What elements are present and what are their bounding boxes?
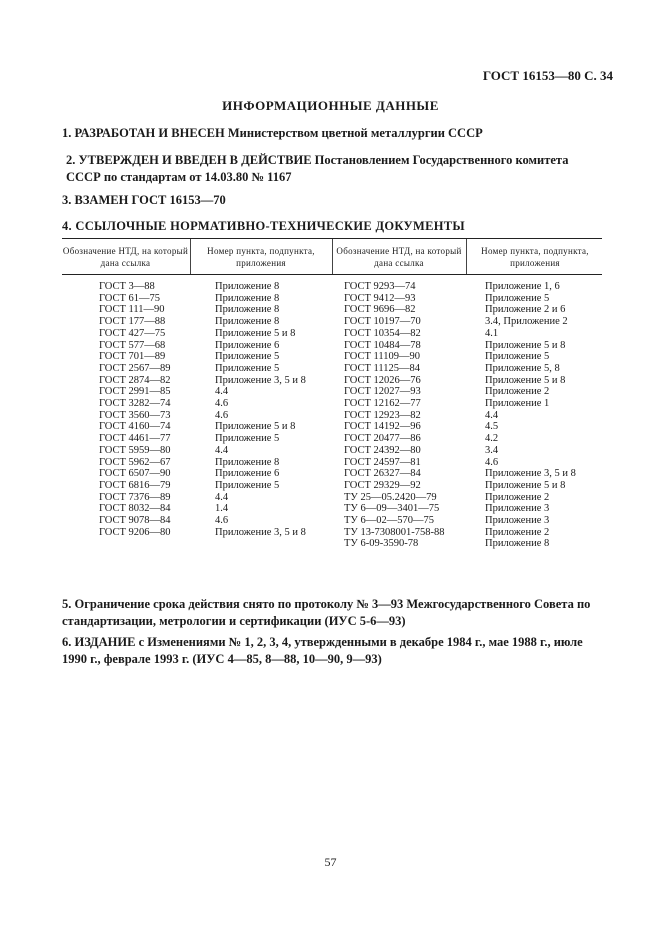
table-cell-ref: 4.6: [485, 456, 499, 468]
table-cell-ref: Приложение 3, 5 и 8: [485, 468, 576, 480]
table-cell-ref: Приложение 1: [485, 398, 550, 410]
table-cell-ref: Приложение 5 и 8: [485, 374, 566, 386]
table-cell-doc: ГОСТ 177—88: [99, 316, 166, 328]
table-cell-ref: Приложение 2 и 6: [485, 304, 566, 316]
table-cell-ref: Приложение 5 и 8: [485, 479, 566, 491]
table-cell-doc: ГОСТ 12923—82: [344, 409, 421, 421]
table-cell-ref: 4.6: [215, 515, 229, 527]
table-cell-ref: Приложение 8: [485, 538, 550, 550]
table-header: [62, 238, 602, 275]
document-title: ИНФОРМАЦИОННЫЕ ДАННЫЕ: [222, 98, 439, 113]
header-item-right: Номер пункта, подпункта, приложения: [481, 245, 589, 268]
table-cell-doc: ТУ 13-7308001-758-88: [344, 526, 445, 538]
right-refs-column: [485, 281, 576, 550]
table-cell-doc: ГОСТ 12162—77: [344, 398, 421, 410]
table-cell-ref: 4.1: [485, 327, 499, 339]
table-cell-doc: ГОСТ 6816—79: [99, 479, 171, 491]
table-cell-ref: 1.4: [215, 503, 229, 515]
table-cell-doc: ГОСТ 10484—78: [344, 339, 421, 351]
table-cell-ref: Приложение 2: [485, 386, 550, 398]
table-cell-doc: ГОСТ 4160—74: [99, 421, 171, 433]
section-4-reference-docs: 4. ССЫЛОЧНЫЕ НОРМАТИВНО-ТЕХНИЧЕСКИЕ ДОКУМЕНТЫ: [62, 219, 465, 233]
header-item-left: Номер пункта, подпункта, приложения: [207, 245, 315, 268]
table-cell-doc: ГОСТ 12026—76: [344, 374, 421, 386]
table-cell-doc: ГОСТ 3282—74: [99, 398, 171, 410]
section-6-edition: 6. ИЗДАНИЕ с Изменениями № 1, 2, 3, 4, утвержденными в декабре 1984 г., мае 1988 г., июле 1990 г., феврале 1993 г. (ИУС 4—85, 8—88, 10—90, 9—93): [62, 635, 583, 666]
table-cell-ref: Приложение 2: [485, 491, 550, 503]
table-cell-ref: 3.4, Приложение 2: [485, 316, 568, 328]
table-cell-ref: Приложение 8: [215, 292, 280, 304]
table-cell-ref: Приложение 5: [485, 351, 550, 363]
table-cell-ref: 4.4: [215, 386, 229, 398]
table-cell-ref: Приложение 5 и 8: [485, 339, 566, 351]
table-cell-doc: ГОСТ 427—75: [99, 327, 166, 339]
table-cell-ref: Приложение 5: [215, 362, 280, 374]
table-cell-doc: ТУ 6—09—3401—75: [344, 503, 440, 515]
table-cell-doc: ГОСТ 6507—90: [99, 468, 171, 480]
table-cell-doc: ГОСТ 2991—85: [99, 386, 171, 398]
table-cell-doc: ГОСТ 14192—96: [344, 421, 421, 433]
table-cell-ref: Приложение 8: [215, 281, 280, 292]
table-cell-doc: ГОСТ 11109—90: [344, 351, 421, 363]
table-cell-ref: 4.5: [485, 421, 499, 433]
table-cell-doc: ГОСТ 8032—84: [99, 503, 171, 515]
table-cell-doc: ГОСТ 20477—86: [344, 433, 421, 445]
table-cell-doc: ТУ 6—02—570—75: [344, 515, 434, 527]
table-cell-ref: Приложение 3: [485, 515, 550, 527]
right-docs-column: [344, 281, 444, 550]
table-cell-ref: Приложение 3: [485, 503, 550, 515]
table-cell-doc: ГОСТ 9412—93: [344, 292, 416, 304]
table-cell-ref: Приложение 5, 8: [485, 362, 560, 374]
left-refs-column: [215, 281, 306, 538]
reference-documents-table: [62, 238, 602, 563]
header-ntd-left: Обозначение НТД, на который дана ссылка: [62, 245, 189, 268]
table-cell-ref: 4.6: [215, 398, 229, 410]
table-cell-doc: ГОСТ 24392—80: [344, 444, 421, 456]
table-cell-ref: Приложение 6: [215, 339, 280, 351]
section-1-developed: 1. РАЗРАБОТАН И ВНЕСЕН Министерством цветной металлургии СССР: [62, 126, 483, 140]
table-cell-ref: Приложение 3, 5 и 8: [215, 374, 306, 386]
table-cell-ref: 4.4: [215, 444, 229, 456]
table-cell-doc: ГОСТ 26327—84: [344, 468, 421, 480]
table-cell-doc: ГОСТ 9078—84: [99, 515, 171, 527]
table-cell-ref: Приложение 2: [485, 526, 550, 538]
table-cell-doc: ГОСТ 5962—67: [99, 456, 171, 468]
table-cell-doc: ГОСТ 11125—84: [344, 362, 421, 374]
table-cell-doc: ГОСТ 577—68: [99, 339, 166, 351]
table-cell-ref: Приложение 1, 6: [485, 281, 560, 292]
table-cell-doc: ГОСТ 9206—80: [99, 526, 171, 538]
table-cell-ref: Приложение 5 и 8: [215, 327, 296, 339]
table-cell-ref: Приложение 5: [215, 351, 280, 363]
table-cell-doc: ГОСТ 9696—82: [344, 304, 416, 316]
table-cell-doc: ГОСТ 4461—77: [99, 433, 171, 445]
section-2-approved: 2. УТВЕРЖДЕН И ВВЕДЕН В ДЕЙСТВИЕ Постановлением Государственного комитета СССР по стандартам от 14.03.80 № 1167: [66, 153, 569, 184]
section-5-validity: 5. Ограничение срока действия снято по протоколу № 3—93 Межгосударственного Совета по стандартизации, метрологии и сертификации (ИУС 5-6—93): [62, 597, 591, 628]
table-cell-doc: ГОСТ 701—89: [99, 351, 166, 363]
table-cell-ref: Приложение 6: [215, 468, 280, 480]
table-cell-doc: ГОСТ 10354—82: [344, 327, 421, 339]
table-cell-doc: ГОСТ 3—88: [99, 281, 155, 292]
table-cell-doc: ГОСТ 12027—93: [344, 386, 421, 398]
table-cell-doc: ГОСТ 5959—80: [99, 444, 171, 456]
table-cell-ref: 4.4: [215, 491, 229, 503]
table-cell-ref: Приложение 5: [215, 479, 280, 491]
section-3-replaces: 3. ВЗАМЕН ГОСТ 16153—70: [62, 193, 226, 207]
table-cell-ref: Приложение 8: [215, 316, 280, 328]
table-cell-ref: 4.4: [485, 409, 499, 421]
table-cell-doc: ГОСТ 10197—70: [344, 316, 421, 328]
page-header-code: ГОСТ 16153—80 С. 34: [482, 68, 613, 83]
table-cell-doc: ГОСТ 29329—92: [344, 479, 421, 491]
table-cell-doc: ГОСТ 9293—74: [344, 281, 416, 292]
table-cell-doc: ГОСТ 24597—81: [344, 456, 421, 468]
table-cell-ref: Приложение 3, 5 и 8: [215, 526, 306, 538]
table-cell-doc: ТУ 25—05.2420—79: [344, 491, 437, 503]
table-cell-doc: ГОСТ 3560—73: [99, 409, 171, 421]
header-ntd-right: Обозначение НТД, на который дана ссылка: [336, 245, 462, 268]
table-cell-ref: Приложение 8: [215, 456, 280, 468]
table-cell-doc: ГОСТ 61—75: [99, 292, 161, 304]
page-number: 57: [324, 855, 337, 869]
table-cell-ref: 4.2: [485, 433, 499, 445]
table-cell-doc: ГОСТ 2874—82: [99, 374, 171, 386]
table-cell-ref: Приложение 5: [215, 433, 280, 445]
left-docs-column: [99, 281, 171, 538]
table-cell-ref: Приложение 8: [215, 304, 280, 316]
table-cell-ref: Приложение 5: [485, 292, 550, 304]
table-cell-doc: ТУ 6-09-3590-78: [344, 538, 419, 550]
table-cell-ref: 4.6: [215, 409, 229, 421]
table-cell-doc: ГОСТ 2567—89: [99, 362, 171, 374]
table-cell-ref: Приложение 5 и 8: [215, 421, 296, 433]
table-cell-doc: ГОСТ 7376—89: [99, 491, 171, 503]
table-cell-doc: ГОСТ 111—90: [99, 304, 165, 316]
table-cell-ref: 3.4: [485, 444, 499, 456]
